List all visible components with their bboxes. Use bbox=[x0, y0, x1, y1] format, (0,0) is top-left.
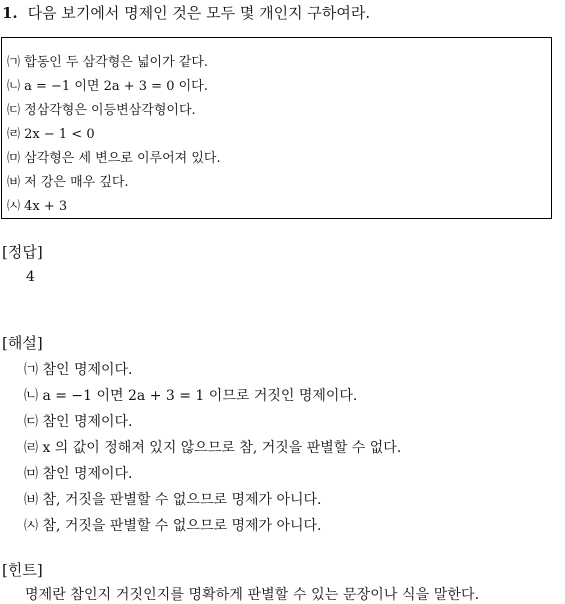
choice-item: ㈁ a = −1 이면 2a + 3 = 0 이다. bbox=[7, 79, 208, 94]
explanation-item: ㈃ x 의 값이 정해져 있지 않으므로 참, 거짓을 판별할 수 없다. bbox=[24, 440, 402, 456]
question-number: 1. bbox=[2, 4, 18, 22]
hint-text: 명제란 참인지 거짓인지를 명확하게 판별할 수 있는 문장이나 식을 말한다. bbox=[25, 587, 480, 603]
explanation-item: ㈁ a = −1 이면 2a + 3 = 1 이므로 거짓인 명제이다. bbox=[24, 388, 358, 404]
answer-label: [정답] bbox=[2, 243, 43, 261]
choice-item: ㈂ 정삼각형은 이등변삼각형이다. bbox=[7, 103, 196, 118]
choice-item: ㈀ 합동인 두 삼각형은 넓이가 같다. bbox=[7, 55, 209, 70]
choice-item: ㈆ 4x + 3 bbox=[7, 199, 68, 214]
explanation-label: [해설] bbox=[2, 334, 43, 352]
explanation-item: ㈀ 참인 명제이다. bbox=[24, 362, 133, 378]
answer-value: 4 bbox=[26, 269, 35, 285]
choice-item: ㈃ 2x − 1 < 0 bbox=[7, 127, 95, 142]
explanation-item: ㈅ 참, 거짓을 판별할 수 없으므로 명제가 아니다. bbox=[24, 492, 322, 508]
explanation-item: ㈆ 참, 거짓을 판별할 수 없으므로 명제가 아니다. bbox=[24, 518, 322, 534]
choice-item: ㈅ 저 강은 매우 깊다. bbox=[7, 175, 129, 190]
choice-item: ㈄ 삼각형은 세 변으로 이루어져 있다. bbox=[7, 151, 221, 166]
choices-box bbox=[1, 37, 552, 219]
question bbox=[2, 2, 370, 23]
question-text: 다음 보기에서 명제인 것은 모두 몇 개인지 구하여라. bbox=[27, 4, 371, 22]
hint-label: [힌트] bbox=[2, 561, 43, 579]
explanation-item: ㈄ 참인 명제이다. bbox=[24, 466, 133, 482]
explanation-item: ㈂ 참인 명제이다. bbox=[24, 414, 133, 430]
